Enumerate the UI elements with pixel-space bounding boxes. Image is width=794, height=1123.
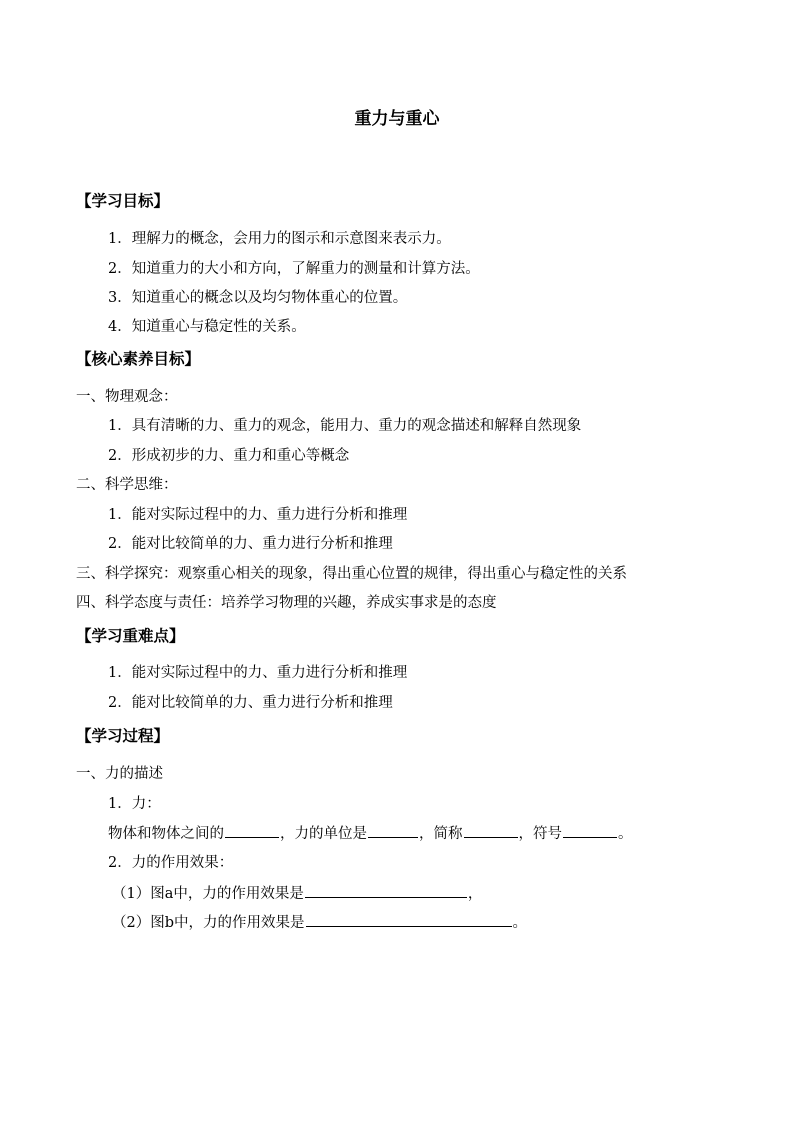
core-item: 2．能对比较简单的力、重力进行分析和推理 (108, 536, 393, 552)
core-category: 四、科学态度与责任：培养学习物理的兴趣，养成实事求是的态度 (76, 595, 497, 611)
question-text: ， (467, 886, 483, 902)
fill-in-line (108, 823, 633, 844)
goal-item: 2．知道重力的大小和方向，了解重力的测量和计算方法。 (108, 261, 480, 277)
answer-blank[interactable] (464, 823, 518, 838)
section-core-heading: 【核心素养目标】 (76, 349, 201, 368)
question-line (112, 883, 482, 904)
fill-text: ，力的单位是 (280, 826, 367, 842)
goal-item: 4．知道重心与稳定性的关系。 (108, 319, 306, 335)
goal-item: 1．理解力的概念，会用力的图示和示意图来表示力。 (108, 231, 451, 247)
page-title: 重力与重心 (354, 109, 440, 129)
core-item: 1．具有清晰的力、重力的观念，能用力、重力的观念描述和解释自然现象 (108, 418, 582, 434)
question-text: （2）图b中，力的作用效果是 (112, 915, 305, 931)
process-item: 2．力的作用效果： (108, 855, 234, 871)
question-text: （1）图a中，力的作用效果是 (112, 886, 304, 902)
key-item: 1．能对实际过程中的力、重力进行分析和推理 (108, 665, 408, 681)
fill-text: ，符号 (518, 826, 562, 842)
section-key-heading: 【学习重难点】 (76, 626, 185, 645)
section-process-heading: 【学习过程】 (76, 726, 170, 745)
answer-blank[interactable] (563, 823, 617, 838)
answer-blank[interactable] (225, 823, 279, 838)
core-item: 2．形成初步的力、重力和重心等概念 (108, 448, 350, 464)
key-item: 2．能对比较简单的力、重力进行分析和推理 (108, 695, 393, 711)
question-text: 。 (512, 915, 528, 931)
core-item: 1．能对实际过程中的力、重力进行分析和推理 (108, 507, 408, 523)
question-line (112, 912, 527, 933)
goal-item: 3．知道重心的概念以及均匀物体重心的位置。 (108, 290, 408, 306)
core-category: 一、物理观念： (76, 389, 178, 405)
fill-text: ，简称 (419, 826, 463, 842)
answer-blank[interactable] (305, 883, 467, 898)
process-subheading: 一、力的描述 (76, 766, 163, 782)
fill-text: 物体和物体之间的 (108, 826, 224, 842)
section-goals-heading: 【学习目标】 (76, 191, 170, 210)
fill-text: 。 (618, 826, 633, 842)
answer-blank[interactable] (306, 912, 512, 927)
answer-blank[interactable] (368, 823, 418, 838)
process-item: 1．力： (108, 796, 161, 812)
core-category: 二、科学思维： (76, 477, 178, 493)
core-category: 三、科学探究：观察重心相关的现象，得出重心位置的规律，得出重心与稳定性的关系 (76, 566, 627, 582)
